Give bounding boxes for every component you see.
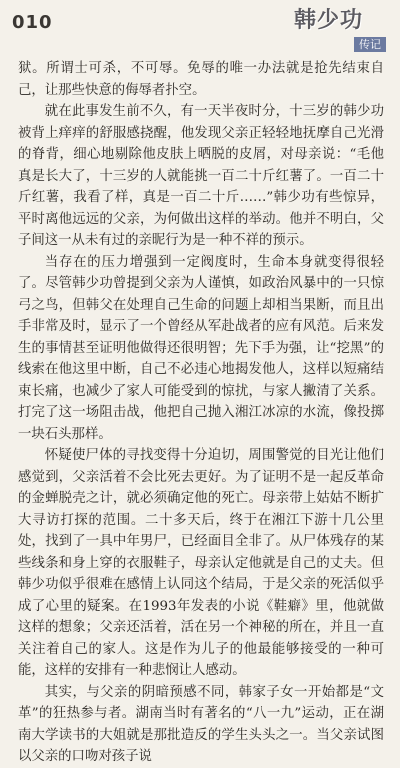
paragraph: 其实，与父亲的阴暗预感不同，韩家子女一开始都是“文革”的狂热参与者。湖南当时有著名的“八一九”运动，正在湖南大学读书的大姐就是那批造反的学生头头之一。当父亲试图以父亲的口吻对孩子说 xyxy=(18,684,384,764)
paragraph: 就在此事发生前不久，有一天半夜时分，十三岁的韩少功被背上痒痒的舒服感挠醒，他发现父亲正轻轻地抚摩自己光滑的脊背，细心地剔除他皮肤上晒脱的皮屑，对母亲说：“毛他真是长大了，十三岁的人就能挑一百二十斤红薯了。一百二十斤红薯，我看了样，真是一百二十斤……”韩少功有些惊异，平时离他远远的父亲，为何做出这样的举动。他并不明白，父子间这一从未有过的亲昵行为是一种不祥的预示。 xyxy=(18,104,384,248)
paragraph: 怀疑使尸体的寻找变得十分迫切，周围警觉的目光让他们感觉到，父亲活着不会比死去更好。为了证明不是一起反革命的金蝉脱壳之计，就必须确定他的死亡。母亲带上姑姑不断扩大寻访打探的范围。二十多天后，终于在湘江下游十几公里处，找到了一具中年男尸，已经面目全非了。从尸体残存的某些线条和身上穿的衣服鞋子，母亲认定他就是自己的丈夫。但韩少功似乎很难在感情上认同这个结局，于是父亲的死活似乎成了心里的疑案。在1993年发表的小说《鞋癖》里，他就做这样的想象；父亲还活着，活在另一个神秘的所在，并且一直关注着自己的家人。这是作为儿子的他最能够接受的一种可能，这样的安排有一种悲悯让人感动。 xyxy=(18,448,384,678)
book-logo xyxy=(294,8,386,56)
paragraph: 当存在的压力增强到一定阀度时，生命本身就变得很轻了。尽管韩少功曾提到父亲为人谨慎，如政治风暴中的一只惊弓之鸟，但韩父在处理自己生命的问题上却相当果断，而且出手非常及时，显示了一个曾经从军赴战者的应有风范。后来发生的事情甚至证明他做得还很明智；先下手为强，让“挖黑”的线索在他这里中断，自己不必违心地揭发他人，这样以短痛结束长痛，也减少了家人可能受到的惊扰，与家人撇清了关系。打完了这一场阻击战，他把自己抛入湘江冰凉的水流，像投掷一块石头那样。 xyxy=(18,254,384,442)
page-header xyxy=(0,0,400,60)
body-text xyxy=(18,58,384,768)
logo-title: 韩少功 xyxy=(294,8,364,33)
page-number: 010 xyxy=(12,12,53,33)
paragraph: 狱。所谓士可杀，不可辱。免辱的唯一办法就是抢先结束自己，让那些快意的侮辱者扑空。 xyxy=(18,61,384,98)
logo-subtitle: 传记 xyxy=(354,37,386,52)
